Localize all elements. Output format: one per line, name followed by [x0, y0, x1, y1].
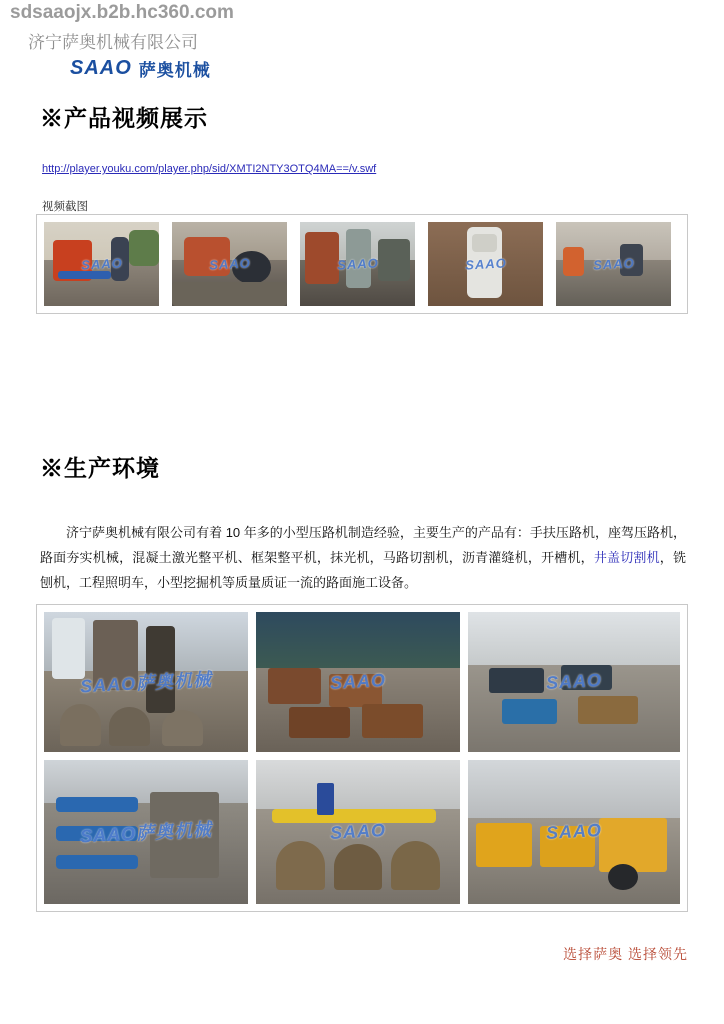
photo-watermark: SAAO萨奥机械 [79, 819, 213, 847]
environment-photo-5 [256, 760, 460, 904]
photo-watermark: SAAO [464, 255, 507, 273]
photo-watermark: SAAO [80, 255, 123, 273]
video-screenshot-4 [428, 222, 543, 306]
paragraph-highlight: 井盖切割机 [593, 550, 660, 565]
environment-photo-3 [468, 612, 680, 752]
environment-photo-2 [256, 612, 460, 752]
environment-photo-6 [468, 760, 680, 904]
video-screenshot-1 [44, 222, 159, 306]
paragraph-part-2: ，铣刨机，工程照明车，小型挖掘机等质量质证一流的路面施工设备。 [40, 550, 686, 590]
video-screenshots-caption: 视频截图 [42, 201, 88, 213]
environment-section-title: ※生产环境 [40, 455, 160, 481]
watermark-company-name: 济宁萨奥机械有限公司 [28, 33, 198, 52]
photo-watermark: SAAO [592, 255, 635, 273]
photo-watermark: SAAO [336, 255, 379, 273]
video-screenshot-5 [556, 222, 671, 306]
environment-photo-1 [44, 612, 248, 752]
company-logo [70, 56, 211, 81]
photo-watermark: SAAO [545, 820, 603, 843]
paragraph-part-1: 济宁萨奥机械有限公司有着 10 年多的小型压路机制造经验，主要生产的产品有：手扶压路机，座驾压路机，路面夯实机械，混凝土激光整平机、框架整平机，抹光机，马路切割机，沥青灌缝机，开槽机， [40, 525, 686, 565]
video-screenshot-2 [172, 222, 287, 306]
photo-watermark: SAAO [208, 255, 251, 273]
environment-photo-4 [44, 760, 248, 904]
video-screenshot-3 [300, 222, 415, 306]
photo-watermark: SAAO [329, 670, 387, 693]
photo-watermark: SAAO萨奥机械 [79, 669, 213, 697]
video-link[interactable]: http://player.youku.com/player.php/sid/XMTI2NTY3OTQ4MA==/v.swf [42, 163, 377, 175]
environment-paragraph [40, 520, 686, 595]
logo-text: 萨奥机械 [138, 61, 211, 80]
footer-slogan: 选择萨奥 选择领先 [563, 946, 688, 962]
photo-watermark: SAAO [329, 820, 387, 843]
logo-mark-icon: SAAO [70, 57, 132, 79]
video-section-title: ※产品视频展示 [40, 105, 208, 131]
watermark-url: sdsaaojx.b2b.hc360.com [10, 2, 234, 23]
photo-watermark: SAAO [545, 670, 603, 693]
